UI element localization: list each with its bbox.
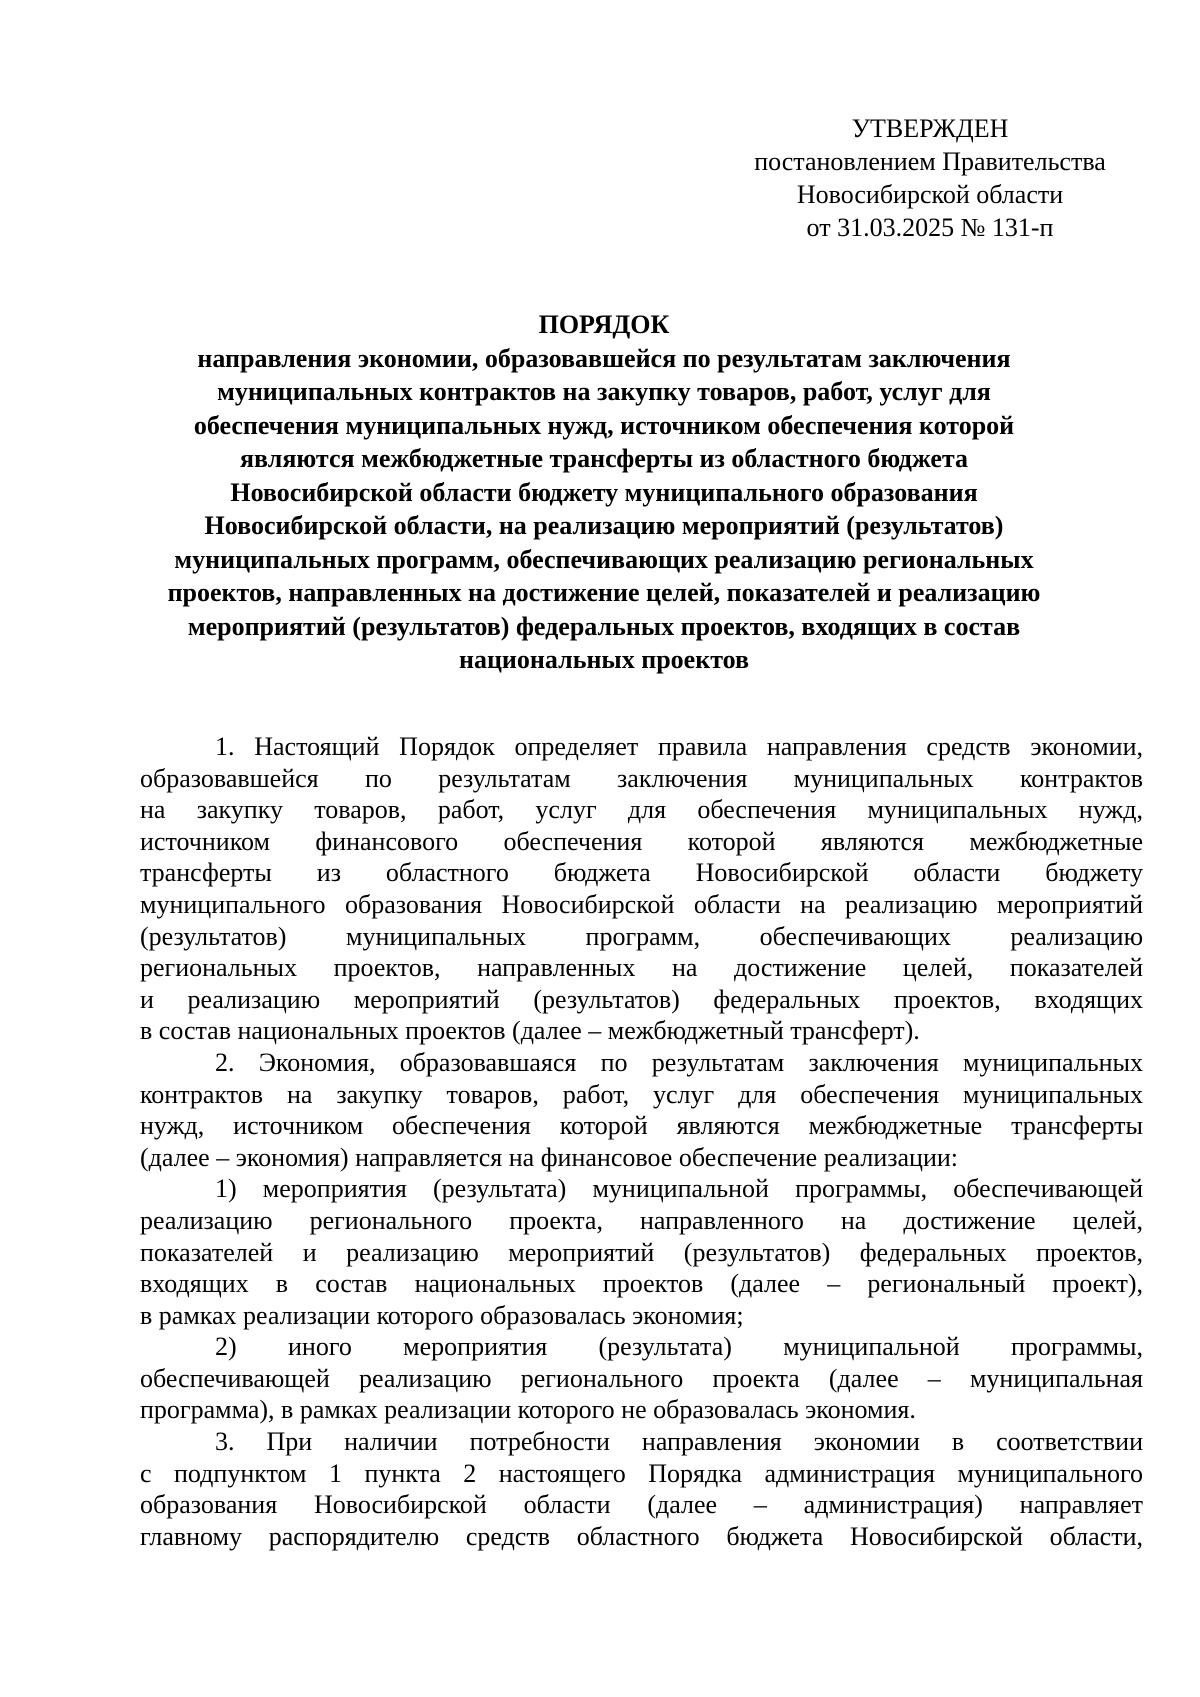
paragraph-line: 2) иного мероприятия (результата) муниципальной программы, — [215, 1332, 1143, 1362]
paragraph-line: 1. Настоящий Порядок определяет правила направления средств экономии, — [215, 732, 1143, 761]
paragraph-line: обеспечивающей реализацию регионального проекта (далее – муниципальная — [140, 1363, 1143, 1393]
paragraph — [140, 1426, 1143, 1552]
title-line: являются межбюджетные трансферты из областного бюджета — [239, 444, 968, 473]
title-line: муниципальных контрактов на закупку товаров, работ, услуг для — [217, 377, 991, 406]
approval-line: постановлением Правительства — [754, 147, 1106, 176]
document-title — [140, 308, 1068, 677]
approval-line: Новосибирской области — [796, 180, 1064, 209]
approval-stamp — [748, 112, 1112, 244]
paragraph — [140, 1047, 1143, 1173]
paragraph-line: программа), в рамках реализации которого не образовалась экономия. — [140, 1395, 916, 1425]
paragraph — [140, 1173, 1143, 1331]
paragraph-line: входящих в состав национальных проектов (далее – региональный проект), — [140, 1269, 1143, 1299]
title-line: проектов, направленных на достижение целей, показателей и реализацию — [167, 578, 1041, 607]
paragraph-line: контрактов на закупку товаров, работ, услуг для обеспечения муниципальных — [140, 1079, 1143, 1109]
approval-line: от 31.03.2025 № 131-п — [806, 213, 1054, 242]
paragraph-line: образовавшейся по результатам заключения муниципальных контрактов — [140, 763, 1143, 793]
title-line: Новосибирской области, на реализацию мероприятий (результатов) — [204, 511, 1004, 540]
paragraph-line: (результатов) муниципальных программ, обеспечивающих реализацию — [140, 921, 1143, 951]
paragraph-line: источником финансового обеспечения которой являются межбюджетные — [140, 826, 1143, 856]
paragraph-line: показателей и реализацию мероприятий (результатов) федеральных проектов, — [140, 1237, 1143, 1267]
paragraph-line: трансферты из областного бюджета Новосибирской области бюджету — [140, 858, 1143, 888]
paragraph-line: в рамках реализации которого образовалась экономия; — [140, 1300, 744, 1330]
paragraph-line: 2. Экономия, образовавшаяся по результатам заключения муниципальных — [215, 1047, 1143, 1077]
title-line: Новосибирской области бюджету муниципального образования — [230, 477, 978, 507]
document-body — [140, 731, 1143, 1552]
paragraph-line: на закупку товаров, работ, услуг для обеспечения муниципальных нужд, — [140, 795, 1143, 825]
title-heading: ПОРЯДОК — [538, 310, 670, 339]
paragraph — [140, 1331, 1143, 1426]
paragraph-line: (далее – экономия) направляется на финансовое обеспечение реализации: — [140, 1142, 959, 1172]
title-line: национальных проектов — [458, 645, 750, 674]
paragraph-line: в состав национальных проектов (далее – межбюджетный трансферт). — [140, 1016, 920, 1046]
paragraph-line: с подпунктом 1 пункта 2 настоящего Порядка администрация муниципального — [140, 1458, 1143, 1488]
paragraph-line: региональных проектов, направленных на достижение целей, показателей — [140, 953, 1143, 983]
title-line: муниципальных программ, обеспечивающих реализацию региональных — [174, 544, 1034, 574]
paragraph-line: главному распорядителю средств областного бюджета Новосибирской области, — [140, 1521, 1143, 1551]
paragraph-line: нужд, источником обеспечения которой являются межбюджетные трансферты — [140, 1111, 1143, 1141]
paragraph-line: 1) мероприятия (результата) муниципальной программы, обеспечивающей — [215, 1174, 1143, 1204]
paragraph — [140, 731, 1143, 1047]
paragraph-line: муниципального образования Новосибирской области на реализацию мероприятий — [140, 889, 1143, 919]
paragraph-line: и реализацию мероприятий (результатов) федеральных проектов, входящих — [140, 984, 1143, 1014]
title-line: обеспечения муниципальных нужд, источником обеспечения которой — [193, 410, 1015, 440]
title-line: мероприятий (результатов) федеральных проектов, входящих в состав — [187, 611, 1021, 641]
paragraph-line: 3. При наличии потребности направления экономии в соответствии — [215, 1427, 1143, 1457]
paragraph-line: реализацию регионального проекта, направленного на достижение целей, — [140, 1205, 1143, 1235]
paragraph-line: образования Новосибирской области (далее – администрация) направляет — [140, 1490, 1143, 1520]
title-line: направления экономии, образовавшейся по результатам заключения — [197, 343, 1011, 373]
approval-line: УТВЕРЖДЕН — [851, 114, 1009, 143]
